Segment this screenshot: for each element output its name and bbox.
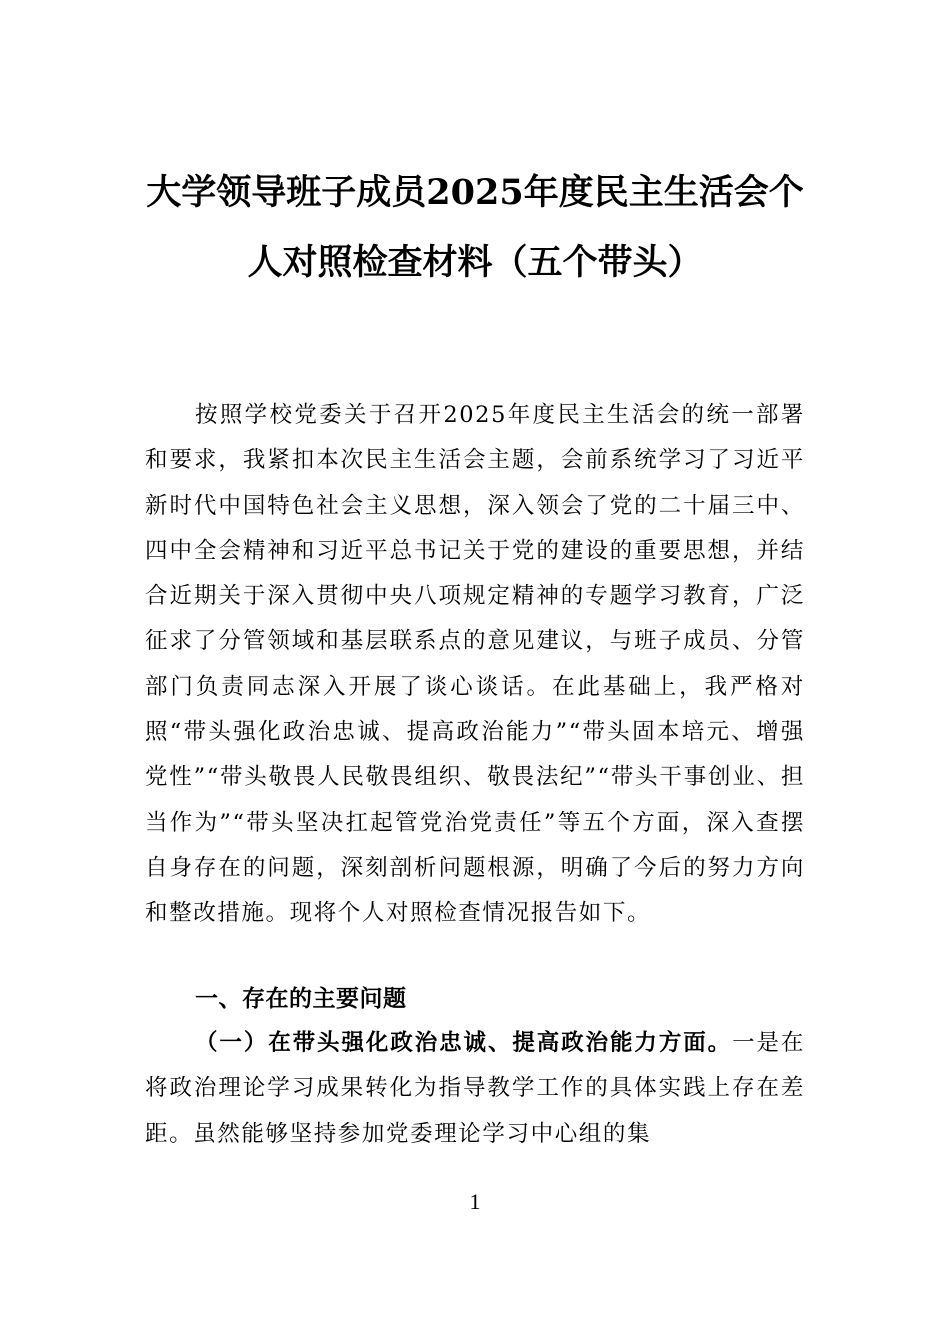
subsection-paragraph (145, 1021, 805, 1157)
title-line-1: 大学领导班子成员2025年度民主生活会个 (146, 172, 804, 213)
page-number: 1 (469, 1189, 481, 1214)
document-title (120, 158, 830, 298)
title-line-2: 人对照检查材料（五个带头） (247, 242, 703, 283)
intro-paragraph: 按照学校党委关于召开2025年度民主生活会的统一部署和要求，我紧扣本次民主生活会主题，会前系统学习了习近平新时代中国特色社会主义思想，深入领会了党的二十届三中、四中全会精神和习近平总书记关于党的建设的重要思想，并结合近期关于深入贯彻中央八项规定精神的专题学习教育，广泛征求了分管领域和基层联系点的意见建议，与班子成员、分管部门负责同志深入开展了谈心谈话。在此基础上，我严格对照“带头强化政治忠诚、提高政治能力”“带头固本培元、增强党性”“带头敬畏人民敬畏组织、敬畏法纪”“带头干事创业、担当作为”“带头坚决扛起管党治党责任”等五个方面，深入查摆自身存在的问题，深刻剖析问题根源，明确了今后的努力方向和整改措施。现将个人对照检查情况报告如下。 (145, 402, 805, 927)
subsection-body: 一是在将政治理论学习成果转化为指导教学工作的具体实践上存在差距。虽然能够坚持参加党委理论学习中心组的集 (145, 1030, 805, 1147)
section-heading: 一、存在的主要问题 (195, 986, 407, 1012)
subsection-lead: （一）在带头强化政治忠诚、提高政治能力方面。 (195, 1030, 733, 1056)
